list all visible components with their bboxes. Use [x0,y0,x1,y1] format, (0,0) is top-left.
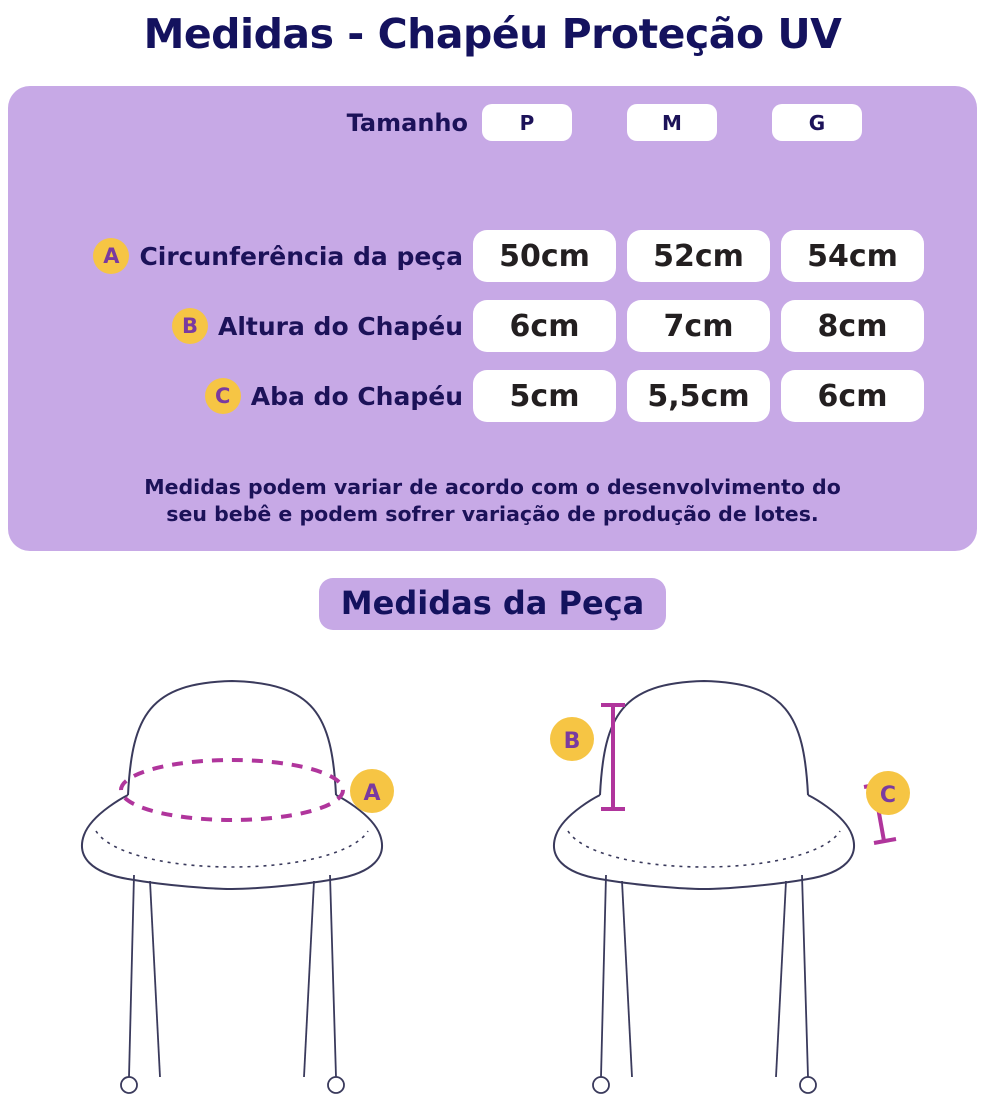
badge-marker-c [866,771,910,815]
cell-circunferencia-m: 52cm [627,230,770,282]
hat-diagrams [0,645,985,1095]
row-head [8,308,473,344]
page-title: Medidas - Chapéu Proteção UV [143,10,842,58]
measurement-table-card [8,86,977,551]
row-head [8,378,473,414]
cell-altura-g: 8cm [781,300,924,352]
size-option-g[interactable]: G [772,104,862,141]
size-option-m[interactable]: M [627,104,717,141]
hat-side-view [554,681,854,1093]
cell-altura-p: 6cm [473,300,616,352]
circumference-indicator-a [121,760,343,820]
badge-c: C [205,378,241,414]
hat-front-view [82,681,382,1093]
section-title: Medidas da Peça [319,578,666,630]
badge-marker-b-label: B [563,729,581,754]
row-head [8,238,473,274]
cell-circunferencia-g: 54cm [781,230,924,282]
cell-circunferencia-p: 50cm [473,230,616,282]
table-row [8,228,977,284]
table-row [8,298,977,354]
section-title-wrap [0,578,985,630]
badge-marker-a-label: A [363,781,381,806]
row-label-aba: Aba do Chapéu [250,381,463,411]
size-header-label: Tamanho [346,108,468,137]
cell-aba-m: 5,5cm [627,370,770,422]
measurement-rows [8,228,977,438]
table-row [8,368,977,424]
row-label-altura: Altura do Chapéu [217,311,463,341]
note-line-2: seu bebê e podem sofrer variação de produção de lotes. [166,502,819,527]
size-header-row [8,86,977,141]
badge-marker-b [550,717,594,761]
badge-a: A [93,238,129,274]
cell-altura-m: 7cm [627,300,770,352]
measurement-note [8,474,977,529]
badge-marker-a [350,769,394,813]
size-option-p[interactable]: P [482,104,572,141]
badge-b: B [172,308,208,344]
row-label-circunferencia: Circunferência da peça [139,241,463,271]
hat-diagram-svg [0,645,985,1095]
note-line-1: Medidas podem variar de acordo com o desenvolvimento do [144,474,841,499]
cell-aba-g: 6cm [781,370,924,422]
cell-aba-p: 5cm [473,370,616,422]
badge-marker-c-label: C [879,783,897,808]
